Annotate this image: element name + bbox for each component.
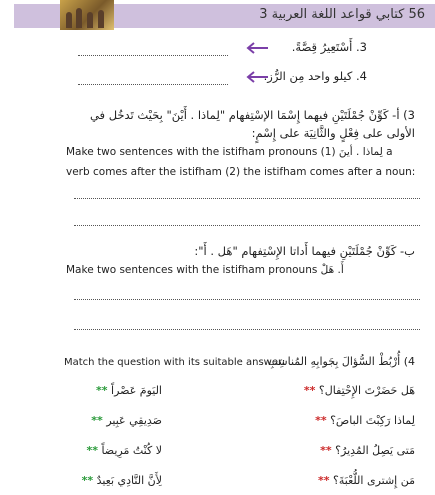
answer-4 [82,474,162,487]
answer-line [74,298,420,300]
question-4 [318,474,415,487]
red-marker: ** [315,414,327,427]
question-3 [320,444,415,457]
answer-line [78,83,228,85]
answer-text: اليَومَ عَصْراً [111,384,162,397]
q3-english-line-2: verb comes after the istifham (2) the istifham comes after a noun: [66,166,416,178]
question-1 [304,384,415,397]
green-marker: ** [91,414,103,427]
answer-text: لا كُنْتُ مَرِيضاً [101,444,162,457]
q3b-english-line: Make two sentences with the istifham pronouns أَ. هَلْ [66,264,344,276]
answer-2 [91,414,162,427]
green-marker: ** [96,384,108,397]
book-logo [60,0,114,30]
answer-1 [96,384,162,397]
question-2 [315,414,415,427]
q3b-arabic-line: ب- كَوِّنْ جُمْلَتَيْنِ فيهما أَداتا الإِسْتِفهام "هَل . أَ": [194,244,415,258]
q3-english-line-1: Make two sentences with the istifham pronouns لِماذا . أينَ (1) a [66,146,393,158]
q4-english-title: Match the question with its suitable answer: [64,357,286,368]
red-marker: ** [303,384,316,397]
q3-arabic-line-2: الأولى على فِعْلٍ والثَّانِيَة على إِسْمٍ: [251,126,415,140]
answer-line [74,328,420,330]
answer-text: صَدِيقِي عَبِير [106,414,162,427]
answer-line [74,224,420,226]
green-marker: ** [86,444,98,457]
page-title: 56 كتابي قواعد اللغة العربية 3 [259,7,425,22]
question-text: مَتى يَصِلُ المُدِيرُ؟ [335,444,415,457]
red-marker: ** [320,444,332,457]
item-3: 3. أَسْتَعِيرُ قِصَّةً. [291,40,367,54]
item-4: 4. كيلو واحد مِن الرُّز. [263,69,367,83]
answer-3 [86,444,162,457]
answer-line [78,54,228,56]
green-marker: ** [81,474,94,487]
q3-arabic-line-1: 3) أ- كَوِّنْ جُمْلَتَيْنِ فيهما إِسْمَا الإسْتِفهام "لِماذا . أَيْنَ" بِحَيْث تَدخُل في [89,108,415,122]
answer-text: لِأَنَّ النَّادِي بَعِيدٌ [96,474,162,487]
question-text: هَل حَضَرْتَ الإِحْتِفال؟ [318,384,415,397]
question-text: لِماذا رَكِبْتَ الباصَ؟ [330,414,415,427]
answer-line [74,197,420,199]
red-marker: ** [318,474,330,487]
q4-arabic-title: 4) أُرْبُطْ السُّؤالَ بِجَوابِهِ المُناسِبِ [267,355,415,368]
arrow-left-icon [244,42,270,54]
question-text: مَن إِشترى اللُّعْبَةَ؟ [333,474,415,487]
